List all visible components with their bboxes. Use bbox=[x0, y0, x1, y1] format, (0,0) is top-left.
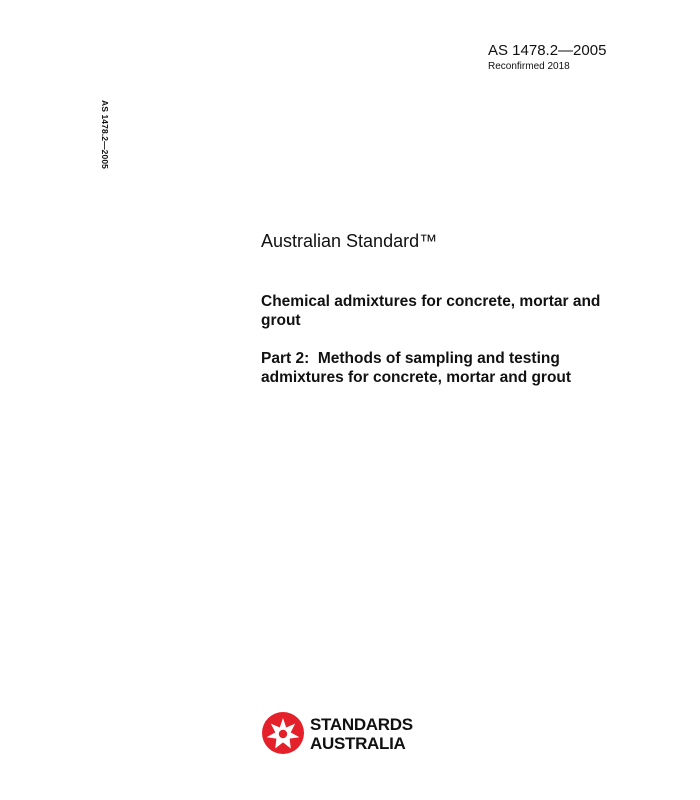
australia-star-icon bbox=[261, 711, 305, 755]
document-subtitle: Part 2: Methods of sampling and testing admixtures for concrete, mortar and grout bbox=[261, 350, 572, 386]
series-name: Australian Standard™ bbox=[261, 231, 438, 251]
standard-number: AS 1478.2—2005 bbox=[488, 42, 607, 59]
logo-wordmark bbox=[310, 715, 413, 753]
logo-line-1: STANDARDS bbox=[310, 715, 413, 734]
document-title: Chemical admixtures for concrete, mortar and grout bbox=[261, 293, 601, 329]
standards-australia-logo bbox=[261, 711, 421, 757]
logo-line-2: AUSTRALIA bbox=[310, 734, 406, 753]
spine-label: AS 1478.2—2005 bbox=[100, 100, 110, 169]
reconfirmed-date: Reconfirmed 2018 bbox=[488, 61, 570, 72]
